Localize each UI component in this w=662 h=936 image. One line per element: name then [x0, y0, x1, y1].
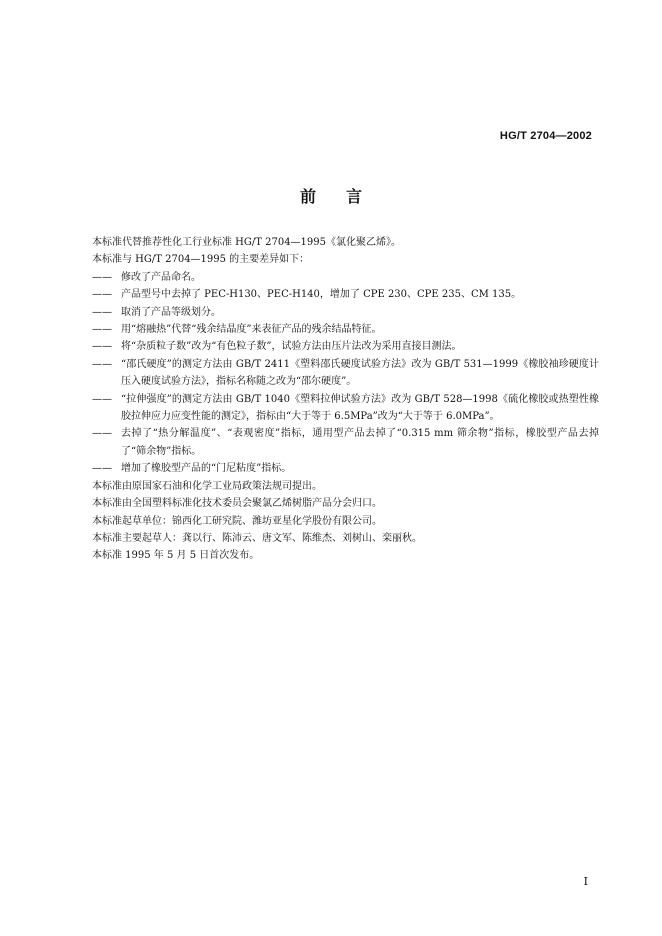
change-item	[92, 304, 599, 321]
intro-line: 本标准代替推荐性化工行业标准 HG/T 2704—1995《氯化聚乙烯》。	[92, 237, 402, 248]
change-item-text: 用“熔融热”代替“残余结晶度”来表征产品的残余结晶特征。	[121, 324, 382, 336]
standard-code: HG/T 2704—2002	[499, 130, 592, 142]
change-item	[92, 460, 599, 477]
closing-line: 本标准由原国家石油和化学工业局政策法规司提出。	[92, 480, 322, 492]
closing-line: 本标准 1995 年 5 月 5 日首次发布。	[92, 550, 260, 562]
closing-line: 本标准主要起草人：龚以行、陈沛云、唐文军、陈维杰、刘树山、栾丽秋。	[92, 532, 422, 544]
change-item	[92, 391, 599, 426]
page-title: 前言	[299, 187, 392, 206]
change-item-text: 增加了橡胶型产品的“门尼粘度”指标。	[121, 463, 292, 475]
dash-marker: ——	[92, 393, 112, 405]
dash-marker: ——	[92, 358, 112, 370]
change-item-text: 去掉了“热分解温度”、“表观密度”指标，通用型产品去掉了“0.315 mm 筛余物”指标，橡胶型产品去掉了“筛余物”指标。	[121, 428, 599, 457]
change-item	[92, 269, 599, 286]
change-item-text: 产品型号中去掉了 PEC-H130、PEC-H140，增加了 CPE 230、CPE 235、CM 135。	[121, 289, 522, 301]
dash-marker: ——	[92, 463, 112, 475]
closing-line: 本标准起草单位：锦西化工研究院、潍坊亚星化学股份有限公司。	[92, 515, 382, 527]
change-item-text: 将“杂质粒子数”改为“有色粒子数”，试验方法由压片法改为采用直接目测法。	[121, 341, 462, 353]
dash-marker: ——	[92, 341, 112, 353]
dash-marker: ——	[92, 306, 112, 318]
page-number: I	[583, 875, 588, 888]
change-item-text: 修改了产品命名。	[121, 271, 201, 283]
closing-line: 本标准由全国塑料标准化技术委员会聚氯乙烯树脂产品分会归口。	[92, 498, 382, 510]
dash-marker: ——	[92, 289, 112, 301]
change-item	[92, 356, 599, 391]
change-item-text: “邵氏硬度”的测定方法由 GB/T 2411《塑料邵氏硬度试验方法》改为 GB/T 531—1999《橡胶袖珍硬度计压入硬度试验方法》，指标名称随之改为“邵尔硬度”。	[121, 358, 599, 388]
dash-marker: ——	[92, 428, 112, 440]
change-item	[92, 286, 599, 303]
intro-line: 本标准与 HG/T 2704—1995 的主要差异如下：	[92, 254, 310, 266]
change-item-text: 取消了产品等级划分。	[121, 306, 221, 318]
change-item	[92, 321, 599, 338]
dash-marker: ——	[92, 324, 112, 336]
dash-marker: ——	[92, 271, 112, 283]
change-item	[92, 338, 599, 355]
change-item	[92, 425, 599, 460]
document-body	[92, 234, 599, 565]
change-item-text: “拉伸强度”的测定方法由 GB/T 1040《塑料拉伸试验方法》改为 GB/T 528—1998《硫化橡胶或热塑性橡胶拉伸应力应变性能的测定》，指标由“大于等于 6.5MPa”改为“大于等于 6.0MPa”。	[121, 393, 599, 423]
